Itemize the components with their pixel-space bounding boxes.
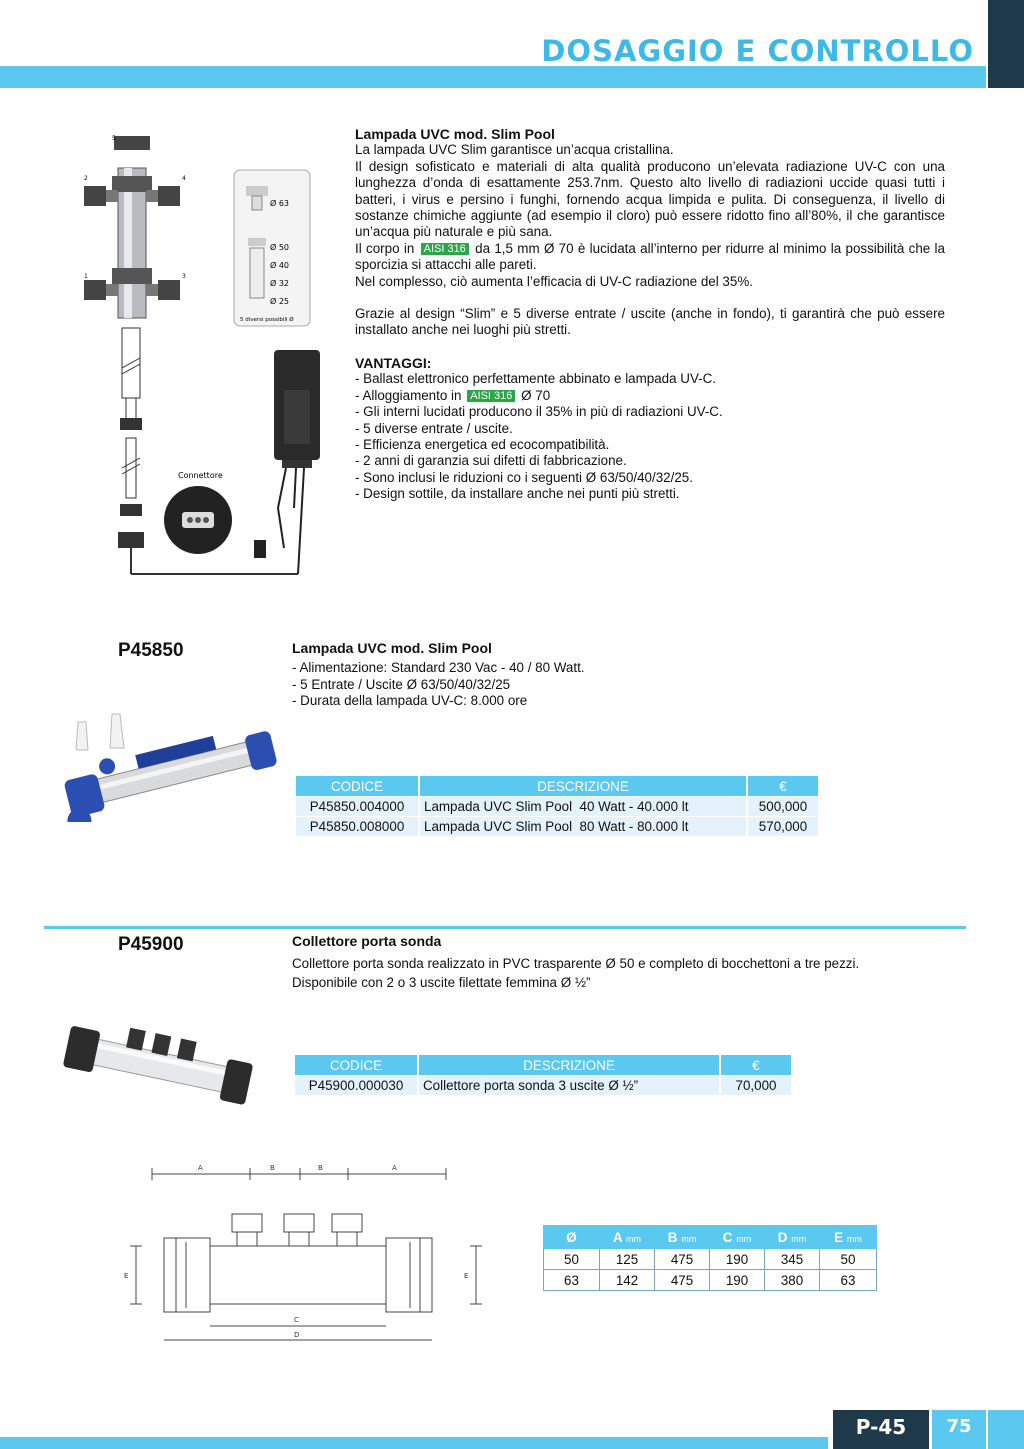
svg-text:C: C — [294, 1316, 299, 1324]
aisi-badge: AISI 316 — [421, 243, 469, 255]
product-specs — [292, 954, 859, 992]
cell-price: 70,000 — [721, 1075, 791, 1095]
product-title: Collettore porta sonda — [292, 933, 442, 949]
svg-text:Ø 32: Ø 32 — [270, 279, 290, 288]
table-row — [544, 1249, 877, 1270]
table-cell: 142 — [600, 1270, 655, 1291]
product-specs — [292, 660, 585, 710]
uvc-lamp-exploded-diagram — [78, 128, 340, 580]
spec-line: - Durata della lampada UV-C: 8.000 ore — [292, 693, 528, 708]
collector-dimension-drawing — [120, 1158, 490, 1344]
table-cell: 475 — [655, 1249, 710, 1270]
col-header: DESCRIZIONE — [419, 1055, 719, 1075]
vantaggi-item: - Efficienza energetica ed ecocompatibilità. — [355, 436, 610, 452]
col-header: D mm — [765, 1226, 820, 1249]
top-flange — [112, 176, 152, 192]
col-header: A mm — [600, 1226, 655, 1249]
col-header: B mm — [655, 1226, 710, 1249]
collector-photo — [56, 1022, 256, 1118]
vantaggi-item: - 5 diverse entrate / uscite. — [355, 420, 513, 436]
product-code: P45850 — [118, 640, 184, 661]
col-header: DESCRIZIONE — [420, 776, 746, 796]
intro-paragraph-3: Il corpo in AISI 316 da 1,5 mm Ø 70 è lucidata all’interno per ridurre al minimo la possibilità che la sporcizia si attacchi alle pareti. — [355, 240, 945, 273]
svg-text:B: B — [270, 1164, 275, 1172]
product-title: Lampada UVC mod. Slim Pool — [292, 640, 492, 656]
table-row — [296, 796, 818, 816]
top-nut — [114, 136, 150, 150]
table-cell: 345 — [765, 1249, 820, 1270]
col-header: € — [721, 1055, 791, 1075]
intro-text-block — [355, 126, 945, 503]
cell-price: 500,000 — [748, 796, 818, 816]
table-cell: 50 — [820, 1249, 877, 1270]
aisi-badge: AISI 316 — [467, 390, 515, 402]
uvc-lamp-photo — [50, 710, 300, 822]
svg-text:Connettore: Connettore — [178, 471, 223, 480]
col-header: E mm — [820, 1226, 877, 1249]
section-title: DOSAGGIO E CONTROLLO — [541, 34, 974, 68]
svg-text:A: A — [198, 1164, 203, 1172]
svg-text:E: E — [124, 1272, 129, 1280]
vantaggi-item: - Design sottile, da installare anche nei punti più stretti. — [355, 486, 680, 502]
cell-description: Lampada UVC Slim Pool 40 Watt - 40.000 lt — [420, 796, 746, 816]
cell-description: Collettore porta sonda 3 uscite Ø ½” — [419, 1075, 719, 1095]
vantaggi-item: - 2 anni di garanzia sui difetti di fabbricazione. — [355, 453, 627, 469]
svg-text:D: D — [294, 1331, 300, 1339]
svg-text:A: A — [392, 1164, 397, 1172]
vantaggi-list — [355, 371, 945, 502]
cell-price: 570,000 — [748, 816, 818, 836]
header-band — [0, 66, 986, 88]
section-divider — [44, 926, 966, 929]
vantaggi-title: VANTAGGI: — [355, 354, 432, 371]
vantaggi-item: - Gli interni lucidati producono il 35% in più di radiazioni UV-C. — [355, 404, 723, 420]
svg-text:Ø 63: Ø 63 — [270, 199, 290, 208]
vantaggi-item: - Ballast elettronico perfettamente abbinato e lampada UV-C. — [355, 371, 717, 387]
product-table — [293, 1055, 793, 1095]
svg-text:5: 5 — [112, 135, 116, 142]
intro-title: Lampada UVC mod. Slim Pool — [355, 126, 555, 142]
vantaggi-item: - Alloggiamento in AISI 316 Ø 70 — [355, 387, 551, 403]
spec-line: Disponibile con 2 o 3 uscite filettate femmina Ø ½” — [292, 975, 591, 990]
col-header: CODICE — [295, 1055, 417, 1075]
svg-text:Ø 40: Ø 40 — [270, 261, 290, 270]
col-header: Ø — [544, 1226, 600, 1249]
spec-line: - Alimentazione: Standard 230 Vac - 40 / 80 Watt. — [292, 660, 585, 675]
table-cell: 50 — [544, 1249, 600, 1270]
table-cell: 190 — [710, 1249, 765, 1270]
product-code: P45900 — [118, 934, 184, 955]
cell-code: P45900.000030 — [295, 1075, 417, 1095]
footer-section-code: P-45 — [833, 1410, 929, 1449]
table-cell: 380 — [765, 1270, 820, 1291]
table-row — [544, 1270, 877, 1291]
intro-paragraph-1: La lampada UVC Slim garantisce un’acqua cristallina. — [355, 142, 674, 158]
table-row — [296, 816, 818, 836]
footer-band — [0, 1437, 828, 1449]
header-corner-block — [988, 0, 1024, 88]
table-cell: 125 — [600, 1249, 655, 1270]
intro-paragraph-4: Nel complesso, ciò aumenta l’efficacia di UV-C radiazione del 35%. — [355, 273, 753, 289]
svg-text:Ø 25: Ø 25 — [270, 297, 290, 306]
cell-code: P45850.008000 — [296, 816, 418, 836]
cell-description: Lampada UVC Slim Pool 80 Watt - 80.000 lt — [420, 816, 746, 836]
svg-text:5 diversi possibili Ø: 5 diversi possibili Ø — [240, 317, 294, 323]
page-number: 75 — [932, 1410, 986, 1449]
cell-code: P45850.004000 — [296, 796, 418, 816]
col-header: C mm — [710, 1226, 765, 1249]
vantaggi-item: - Sono inclusi le riduzioni co i seguenti Ø 63/50/40/32/25. — [355, 469, 693, 485]
table-cell: 190 — [710, 1270, 765, 1291]
product-table — [294, 776, 820, 836]
table-cell: 63 — [544, 1270, 600, 1291]
svg-text:B: B — [318, 1164, 323, 1172]
table-cell: 63 — [820, 1270, 877, 1291]
spec-line: - 5 Entrate / Uscite Ø 63/50/40/32/25 — [292, 676, 511, 692]
svg-text:1: 1 — [84, 273, 88, 280]
svg-text:3: 3 — [182, 273, 186, 280]
footer-corner-block — [988, 1410, 1024, 1449]
col-header: € — [748, 776, 818, 796]
svg-text:4: 4 — [182, 175, 186, 182]
dimension-table — [543, 1225, 877, 1291]
bottom-flange — [112, 268, 152, 284]
svg-text:E: E — [464, 1272, 469, 1280]
col-header: CODICE — [296, 776, 418, 796]
intro-paragraph-2: Il design sofisticato e materiali di alta qualità producono un’elevata radiazione UV-C con una lunghezza d’onda di esattamente 253.7nm. Questo alto livello di radiazioni uccide quasi tutti i batteri, i virus e persino i funghi, fornendo acqua limpida e pulita. Di conseguenza, il livello di sostanze chimiche aggiunte (ad esempio il cloro) può essere ridotto fino all’80%, il che garantisce un’acqua più naturale e più sana. — [355, 158, 945, 240]
svg-text:Ø 50: Ø 50 — [270, 243, 290, 252]
table-cell: 475 — [655, 1270, 710, 1291]
table-row — [295, 1075, 791, 1095]
intro-paragraph-5: Grazie al design “Slim” e 5 diverse entrate / uscite (anche in fondo), ti garantirà che può essere installato anche nei luoghi più stretti. — [355, 306, 945, 338]
svg-text:2: 2 — [84, 175, 88, 182]
spec-line: Collettore porta sonda realizzato in PVC trasparente Ø 50 e completo di bocchettoni a tre pezzi. — [292, 956, 860, 971]
